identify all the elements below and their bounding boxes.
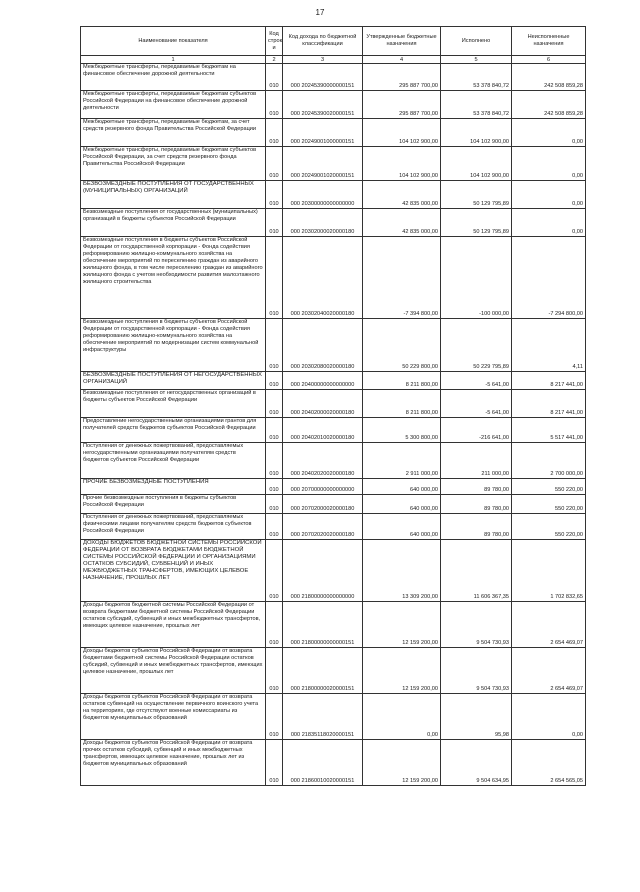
row-name: Доходы бюджетов субъектов Российской Федерации от возврата бюджетами бюджетной системы Российской Федерации остатков субсидий, субвенций и иных межбюджетных трансфертов, имеющих целевое назначение, прошлых лет (81, 648, 266, 694)
row-approved: 640 000,00 (363, 495, 441, 514)
row-unexecuted: 8 217 441,00 (512, 372, 586, 390)
row-name: Доходы бюджетов субъектов Российской Федерации от возврата прочих остатков субсидий, субвенций и иных межбюджетных трансфертов, имеющих целевое назначение, прошлых лет из бюджетов муниципальных образований (81, 740, 266, 786)
row-income-code: 000 20302040020000180 (283, 237, 363, 319)
row-approved: 12 159 200,00 (363, 602, 441, 648)
row-executed: 211 000,00 (441, 443, 512, 479)
row-unexecuted: 550 220,00 (512, 514, 586, 540)
row-approved: 104 102 900,00 (363, 147, 441, 181)
table-row (81, 119, 586, 147)
table-row (81, 602, 586, 648)
row-income-code: 000 21800000000000000 (283, 540, 363, 602)
row-code: 010 (266, 418, 283, 443)
row-executed: -5 641,00 (441, 372, 512, 390)
table-row (81, 694, 586, 740)
page-number: 17 (315, 8, 325, 17)
row-executed: 89 780,00 (441, 495, 512, 514)
row-unexecuted: 2 654 469,07 (512, 648, 586, 694)
column-number: 6 (512, 56, 586, 64)
row-income-code: 000 20245390020000151 (283, 91, 363, 119)
table-row (81, 181, 586, 209)
table-row (81, 319, 586, 372)
row-code: 010 (266, 540, 283, 602)
row-code: 010 (266, 319, 283, 372)
table-row (81, 147, 586, 181)
row-executed: 50 229 795,89 (441, 319, 512, 372)
row-executed: -100 000,00 (441, 237, 512, 319)
row-name: Межбюджетные трансферты, передаваемые бюджетам, за счет средств резервного фонда Правительства Российской Федерации (81, 119, 266, 147)
row-unexecuted: 5 517 441,00 (512, 418, 586, 443)
row-approved: 640 000,00 (363, 514, 441, 540)
row-executed: 9 504 730,93 (441, 648, 512, 694)
row-executed: -216 641,00 (441, 418, 512, 443)
row-income-code: 000 20702000020000180 (283, 495, 363, 514)
row-income-code: 000 21800000020000151 (283, 648, 363, 694)
row-approved: 8 211 800,00 (363, 372, 441, 390)
row-executed: 89 780,00 (441, 514, 512, 540)
row-code: 010 (266, 147, 283, 181)
column-number: 2 (266, 56, 283, 64)
column-number-row (81, 56, 586, 64)
row-code: 010 (266, 372, 283, 390)
row-unexecuted: 242 508 859,28 (512, 64, 586, 91)
table-row (81, 495, 586, 514)
table-row (81, 91, 586, 119)
row-approved: 5 300 800,00 (363, 418, 441, 443)
row-approved: 12 159 200,00 (363, 648, 441, 694)
header-income-code: Код дохода по бюджетной классификации (283, 27, 363, 56)
row-unexecuted: 2 654 565,05 (512, 740, 586, 786)
row-code: 010 (266, 602, 283, 648)
row-approved: 295 887 700,00 (363, 64, 441, 91)
row-unexecuted: 0,00 (512, 209, 586, 237)
row-unexecuted: 1 702 832,65 (512, 540, 586, 602)
row-name: Доходы бюджетов бюджетной системы Российской Федерации от возврата бюджетами бюджетной системы Российской Федерации остатков субсидий, субвенций и иных межбюджетных трансфертов, имеющих целевое назначение, прошлых лет (81, 602, 266, 648)
table-row (81, 418, 586, 443)
row-unexecuted: 0,00 (512, 181, 586, 209)
column-number: 3 (283, 56, 363, 64)
row-code: 010 (266, 91, 283, 119)
row-approved: 42 835 000,00 (363, 181, 441, 209)
table-row (81, 64, 586, 91)
budget-execution-table (80, 26, 586, 786)
row-income-code: 000 20249001020000151 (283, 147, 363, 181)
row-unexecuted: 8 217 441,00 (512, 390, 586, 418)
column-number: 4 (363, 56, 441, 64)
column-number: 1 (81, 56, 266, 64)
row-name: Межбюджетные трансферты, передаваемые бюджетам субъектов Российской Федерации на финансовое обеспечение дорожной деятельности (81, 91, 266, 119)
row-name: Безвозмездные поступления в бюджеты субъектов Российской Федерации от государственной корпорации - Фонда содействия реформированию жилищно-коммунального хозяйства на обеспечение мероприятий по переселению граждан из аварийного жилищного фонда, в том числе переселению граждан из аварийного жилищного фонда с учетом необходимости развития малоэтажного жилищного строительства (81, 237, 266, 319)
row-code: 010 (266, 495, 283, 514)
row-income-code: 000 20300000000000000 (283, 181, 363, 209)
row-income-code: 000 20700000000000000 (283, 479, 363, 495)
row-unexecuted: 4,11 (512, 319, 586, 372)
row-name: Прочие безвозмездные поступления в бюджеты субъектов Российской Федерации (81, 495, 266, 514)
row-unexecuted: 550 220,00 (512, 479, 586, 495)
row-name: Доходы бюджетов субъектов Российской Федерации от возврата остатков субвенций на осуществление первичного воинского учета на территориях, где отсутствуют военные комиссариаты из бюджетов муниципальных образований (81, 694, 266, 740)
row-name: Поступления от денежных пожертвований, предоставляемых негосударственными организациями получателям средств бюджетов субъектов Российской Федерации (81, 443, 266, 479)
row-approved: 295 887 700,00 (363, 91, 441, 119)
row-unexecuted: 0,00 (512, 147, 586, 181)
table-row (81, 740, 586, 786)
row-code: 010 (266, 64, 283, 91)
row-unexecuted: 0,00 (512, 119, 586, 147)
row-code: 010 (266, 443, 283, 479)
row-executed: 9 504 730,93 (441, 602, 512, 648)
column-number: 5 (441, 56, 512, 64)
row-name: Безвозмездные поступления от негосударственных организаций в бюджеты субъектов Российской Федерации (81, 390, 266, 418)
row-executed: 53 378 840,72 (441, 91, 512, 119)
table-row (81, 443, 586, 479)
row-income-code: 000 20402010020000180 (283, 418, 363, 443)
row-approved: 12 159 200,00 (363, 740, 441, 786)
row-unexecuted: 2 654 469,07 (512, 602, 586, 648)
row-income-code: 000 20249001000000151 (283, 119, 363, 147)
row-executed: 11 606 367,35 (441, 540, 512, 602)
row-income-code: 000 20400000000000000 (283, 372, 363, 390)
row-code: 010 (266, 479, 283, 495)
table-row (81, 372, 586, 390)
row-approved: 104 102 900,00 (363, 119, 441, 147)
row-income-code: 000 21835118020000151 (283, 694, 363, 740)
table-row (81, 479, 586, 495)
row-code: 010 (266, 237, 283, 319)
row-executed: 50 129 795,89 (441, 181, 512, 209)
header-line-code: Код строк и (266, 27, 283, 56)
row-name: Безвозмездные поступления от государственных (муниципальных) организаций в бюджеты субъектов Российской Федерации (81, 209, 266, 237)
table-header-row (81, 27, 586, 56)
row-income-code: 000 20245390000000151 (283, 64, 363, 91)
row-code: 010 (266, 648, 283, 694)
row-approved: 2 911 000,00 (363, 443, 441, 479)
row-income-code: 000 20702020020000180 (283, 514, 363, 540)
row-name: Межбюджетные трансферты, передаваемые бюджетам субъектов Российской Федерации, за счет средств резервного фонда Правительства Российской Федерации (81, 147, 266, 181)
table-row (81, 209, 586, 237)
row-unexecuted: 242 508 859,28 (512, 91, 586, 119)
row-executed: -5 641,00 (441, 390, 512, 418)
row-code: 010 (266, 390, 283, 418)
row-executed: 104 102 900,00 (441, 119, 512, 147)
row-executed: 104 102 900,00 (441, 147, 512, 181)
row-code: 010 (266, 694, 283, 740)
row-executed: 9 504 634,95 (441, 740, 512, 786)
row-executed: 95,98 (441, 694, 512, 740)
row-approved: 42 835 000,00 (363, 209, 441, 237)
row-code: 010 (266, 740, 283, 786)
row-unexecuted: -7 294 800,00 (512, 237, 586, 319)
row-name: БЕЗВОЗМЕЗДНЫЕ ПОСТУПЛЕНИЯ ОТ ГОСУДАРСТВЕННЫХ (МУНИЦИПАЛЬНЫХ) ОРГАНИЗАЦИЙ (81, 181, 266, 209)
row-unexecuted: 2 700 000,00 (512, 443, 586, 479)
row-code: 010 (266, 514, 283, 540)
row-executed: 53 378 840,72 (441, 64, 512, 91)
row-income-code: 000 20402020020000180 (283, 443, 363, 479)
row-approved: 640 000,00 (363, 479, 441, 495)
table-row (81, 390, 586, 418)
row-name: Безвозмездные поступления в бюджеты субъектов Российской Федерации от государственной корпорации - Фонда содействия реформированию жилищно-коммунального хозяйства на обеспечение мероприятий по модернизации систем коммунальной инфраструктуры (81, 319, 266, 372)
row-income-code: 000 21860010020000151 (283, 740, 363, 786)
row-unexecuted: 550 220,00 (512, 495, 586, 514)
row-income-code: 000 20402000020000180 (283, 390, 363, 418)
row-name: БЕЗВОЗМЕЗДНЫЕ ПОСТУПЛЕНИЯ ОТ НЕГОСУДАРСТВЕННЫХ ОРГАНИЗАЦИЙ (81, 372, 266, 390)
row-income-code: 000 21800000000000151 (283, 602, 363, 648)
header-approved: Утвержденные бюджетные назначения (363, 27, 441, 56)
table-row (81, 540, 586, 602)
row-code: 010 (266, 181, 283, 209)
row-name: Предоставление негосударственными организациями грантов для получателей средств бюджетов субъектов Российской Федерации (81, 418, 266, 443)
row-approved: 0,00 (363, 694, 441, 740)
row-name: ПРОЧИЕ БЕЗВОЗМЕЗДНЫЕ ПОСТУПЛЕНИЯ (81, 479, 266, 495)
row-approved: 13 309 200,00 (363, 540, 441, 602)
row-executed: 50 129 795,89 (441, 209, 512, 237)
row-income-code: 000 20302000020000180 (283, 209, 363, 237)
row-approved: -7 394 800,00 (363, 237, 441, 319)
header-unexecuted: Неисполненные назначения (512, 27, 586, 56)
header-indicator-name: Наименование показателя (81, 27, 266, 56)
row-unexecuted: 0,00 (512, 694, 586, 740)
row-income-code: 000 20302080020000180 (283, 319, 363, 372)
row-name: ДОХОДЫ БЮДЖЕТОВ БЮДЖЕТНОЙ СИСТЕМЫ РОССИЙСКОЙ ФЕДЕРАЦИИ ОТ ВОЗВРАТА БЮДЖЕТАМИ БЮДЖЕТНОЙ СИСТЕМЫ РОССИЙСКОЙ ФЕДЕРАЦИИ И ОРГАНИЗАЦИЯМИ ОСТАТКОВ СУБСИДИЙ, СУБВЕНЦИЙ И ИНЫХ МЕЖБЮДЖЕТНЫХ ТРАНСФЕРТОВ, ИМЕЮЩИХ ЦЕЛЕВОЕ НАЗНАЧЕНИЕ, ПРОШЛЫХ ЛЕТ (81, 540, 266, 602)
row-executed: 89 780,00 (441, 479, 512, 495)
row-code: 010 (266, 209, 283, 237)
table-row (81, 237, 586, 319)
row-approved: 50 229 800,00 (363, 319, 441, 372)
row-name: Поступления от денежных пожертвований, предоставляемых физическими лицами получателям средств бюджетов субъектов Российской Федерации (81, 514, 266, 540)
row-name: Межбюджетные трансферты, передаваемые бюджетам на финансовое обеспечение дорожной деятельности (81, 64, 266, 91)
row-approved: 8 211 800,00 (363, 390, 441, 418)
header-executed: Исполнено (441, 27, 512, 56)
table-row (81, 648, 586, 694)
table-row (81, 514, 586, 540)
row-code: 010 (266, 119, 283, 147)
